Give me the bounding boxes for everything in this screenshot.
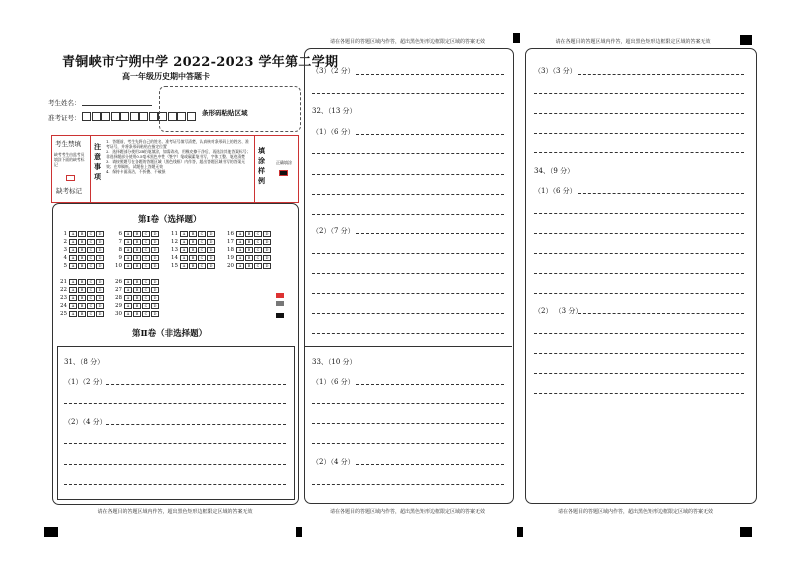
student-name-field[interactable] [82, 105, 152, 106]
choice-option-11-a[interactable]: A [180, 231, 188, 237]
choice-option-19-b[interactable]: B [245, 255, 253, 261]
choice-option-12-b[interactable]: B [189, 239, 197, 245]
choice-option-6-c[interactable]: C [142, 231, 150, 237]
choice-option-16-c[interactable]: C [254, 231, 262, 237]
choice-option-9-c[interactable]: C [142, 255, 150, 261]
choice-option-15-a[interactable]: A [180, 263, 188, 269]
header-notice-col3: 请在各题目的答题区域内作答，超出黑色矩形边框限定区域的答案无效 [555, 39, 711, 45]
choice-option-27-c[interactable]: C [142, 287, 150, 293]
notice-title: 注意事项 [94, 142, 101, 181]
choice-option-16-b[interactable]: B [245, 231, 253, 237]
choice-option-17-a[interactable]: A [236, 239, 244, 245]
choice-number: 20 [227, 263, 234, 269]
choice-row-9 [113, 255, 160, 261]
choice-option-18-d[interactable]: D [263, 247, 271, 253]
instructions-divider-1 [90, 136, 91, 202]
q33-part1: （1）（6 分） [312, 378, 355, 386]
section2-title: 第Ⅱ卷（非选择题） [132, 329, 208, 339]
notice-item-3: 3．请按照题号在各题的答题区域（黑色线框）内作答，超出答题区域书写的答案无效；在草稿纸、试题卷上答题无效 [106, 159, 246, 169]
fill-text: 缺考考生由监考员填涂下面的缺考标记 [54, 152, 85, 167]
choice-number: 3 [63, 247, 67, 253]
example-filled-mark [279, 170, 288, 176]
choice-option-3-d[interactable]: D [96, 247, 104, 253]
choice-option-1-d[interactable]: D [96, 231, 104, 237]
choice-option-3-a[interactable]: A [69, 247, 77, 253]
choice-option-18-b[interactable]: B [245, 247, 253, 253]
choice-row-17 [225, 239, 272, 245]
choice-number: 13 [171, 247, 178, 253]
col3-line-5[interactable] [534, 152, 744, 153]
choice-option-1-c[interactable]: C [87, 231, 95, 237]
color-mark-black [276, 313, 284, 318]
choice-option-22-b[interactable]: B [78, 287, 86, 293]
choice-option-18-a[interactable]: A [236, 247, 244, 253]
col2-line-2[interactable] [312, 93, 504, 94]
choice-row-6 [113, 231, 160, 237]
choice-option-23-a[interactable]: A [69, 295, 77, 301]
choice-option-28-c[interactable]: C [142, 295, 150, 301]
choice-option-19-c[interactable]: C [254, 255, 262, 261]
choice-row-20 [225, 263, 272, 269]
col3-line-13[interactable] [534, 333, 744, 334]
absent-label: 缺考标记 [56, 187, 82, 195]
q30-3-label: （3）（2 分） [312, 67, 355, 75]
choice-option-25-b[interactable]: B [78, 311, 86, 317]
choice-option-30-b[interactable]: B [133, 311, 141, 317]
choice-option-3-c[interactable]: C [87, 247, 95, 253]
choice-option-1-b[interactable]: B [78, 231, 86, 237]
registration-mark-bottom-mid1 [296, 527, 302, 537]
choice-row-8 [113, 247, 160, 253]
choice-option-9-a[interactable]: A [124, 255, 132, 261]
col3-line-6[interactable] [578, 193, 744, 194]
color-mark-grey [276, 301, 284, 306]
choice-option-13-b[interactable]: B [189, 247, 197, 253]
choice-number: 7 [118, 239, 122, 245]
choice-option-7-d[interactable]: D [151, 239, 159, 245]
choice-option-15-c[interactable]: C [198, 263, 206, 269]
choice-option-24-d[interactable]: D [96, 303, 104, 309]
choice-number: 29 [115, 303, 122, 309]
choice-option-29-b[interactable]: B [133, 303, 141, 309]
choice-option-14-c[interactable]: C [198, 255, 206, 261]
col2-line-11[interactable] [312, 293, 504, 294]
choice-row-2 [58, 239, 105, 245]
col2-line-8[interactable] [356, 233, 504, 234]
col2-line-6[interactable] [312, 194, 504, 195]
choice-option-29-d[interactable]: D [151, 303, 159, 309]
choice-option-19-a[interactable]: A [236, 255, 244, 261]
choice-option-21-b[interactable]: B [78, 279, 86, 285]
col3-line-2[interactable] [534, 93, 744, 94]
choice-option-2-a[interactable]: A [69, 239, 77, 245]
footer-notice-col3: 请在各题目的答题区域内作答，超出黑色矩形边框限定区域的答案无效 [557, 509, 713, 515]
choice-number: 10 [115, 263, 122, 269]
choice-option-2-c[interactable]: C [87, 239, 95, 245]
q32-title: 32、（13 分） [312, 107, 357, 115]
choice-option-17-c[interactable]: C [254, 239, 262, 245]
choice-option-26-c[interactable]: C [142, 279, 150, 285]
choice-option-28-a[interactable]: A [124, 295, 132, 301]
registration-mark-bottom-left [44, 527, 58, 537]
q31-part1: （1）（2 分） [64, 378, 107, 386]
choice-row-26 [113, 279, 160, 285]
q34-part1: （1）（6 分） [534, 187, 577, 195]
barcode-area [159, 86, 301, 132]
choice-row-5 [58, 263, 105, 269]
page-subtitle: 高一年级历史期中答题卡 [122, 71, 210, 81]
choice-number: 12 [171, 239, 178, 245]
notice-item-1: 1．答题前，考生先将自己的姓名、准考证号填写清楚，认真核对条形码上的姓名、准考证号，并将条形码粘贴在指定位置 [106, 139, 249, 149]
choice-option-23-c[interactable]: C [87, 295, 95, 301]
q31-answer-line-3[interactable] [106, 424, 286, 425]
choice-option-21-c[interactable]: C [87, 279, 95, 285]
choice-option-13-c[interactable]: C [198, 247, 206, 253]
choice-option-23-b[interactable]: B [78, 295, 86, 301]
col3-line-15[interactable] [534, 373, 744, 374]
choice-option-22-a[interactable]: A [69, 287, 77, 293]
choice-number: 28 [115, 295, 122, 301]
col3-line-14[interactable] [534, 353, 744, 354]
choice-option-14-d[interactable]: D [207, 255, 215, 261]
choice-row-15 [169, 263, 216, 269]
choice-option-6-d[interactable]: D [151, 231, 159, 237]
choice-option-7-b[interactable]: B [133, 239, 141, 245]
q33-title: 33、（10 分） [312, 358, 357, 366]
notice-item-2: 2．选择题部分使用2B铅笔填涂，如需改动，用橡皮擦干净后，再选涂其他答案标号；非选择题部分使用0.5毫米黑色中性（签字）笔或碳素笔书写，字体工整、笔迹清楚 [106, 149, 251, 159]
barcode-label: 条形码粘贴区域 [202, 109, 248, 117]
choice-option-20-a[interactable]: A [236, 263, 244, 269]
choice-row-16 [225, 231, 272, 237]
choice-option-24-a[interactable]: A [69, 303, 77, 309]
choice-number: 14 [171, 255, 178, 261]
choice-option-5-b[interactable]: B [78, 263, 86, 269]
registration-mark-bottom-mid2 [517, 527, 523, 537]
choice-option-17-b[interactable]: B [245, 239, 253, 245]
col2-line-3[interactable] [356, 134, 504, 135]
fill-title: 考生禁填 [55, 140, 81, 148]
choice-option-14-b[interactable]: B [189, 255, 197, 261]
choice-option-25-d[interactable]: D [96, 311, 104, 317]
q31-part2: （2）（4 分） [64, 418, 107, 426]
choice-option-28-b[interactable]: B [133, 295, 141, 301]
choice-option-4-b[interactable]: B [78, 255, 86, 261]
color-mark-red [276, 293, 284, 298]
col3-line-1[interactable] [578, 74, 744, 75]
choice-number: 8 [118, 247, 122, 253]
choice-number: 6 [118, 231, 122, 237]
choice-option-27-d[interactable]: D [151, 287, 159, 293]
choice-option-5-a[interactable]: A [69, 263, 77, 269]
choice-option-7-c[interactable]: C [142, 239, 150, 245]
choice-option-28-d[interactable]: D [151, 295, 159, 301]
col3-line-7[interactable] [534, 213, 744, 214]
q31-answer-line-4[interactable] [64, 443, 286, 444]
choice-number: 1 [63, 231, 67, 237]
choice-option-4-a[interactable]: A [69, 255, 77, 261]
choice-option-14-a[interactable]: A [180, 255, 188, 261]
choice-option-4-c[interactable]: C [87, 255, 95, 261]
choice-option-30-d[interactable]: D [151, 311, 159, 317]
choice-option-17-d[interactable]: D [263, 239, 271, 245]
choice-option-5-d[interactable]: D [96, 263, 104, 269]
choice-row-19 [225, 255, 272, 261]
footer-notice-col2: 请在各题目的答题区域内作答，超出黑色矩形边框限定区域的答案无效 [329, 509, 485, 515]
notice-items [106, 139, 251, 174]
choice-row-30 [113, 311, 160, 317]
col2-line-5[interactable] [312, 174, 504, 175]
choice-option-26-d[interactable]: D [151, 279, 159, 285]
col2-line-18[interactable] [356, 464, 504, 465]
instructions-divider-2 [254, 136, 255, 202]
q34-title: 34、（9 分） [534, 167, 575, 175]
choice-option-20-d[interactable]: D [263, 263, 271, 269]
choice-row-14 [169, 255, 216, 261]
choice-option-25-a[interactable]: A [69, 311, 77, 317]
q32-part2: （2）（7 分） [312, 227, 355, 235]
choice-row-1 [58, 231, 105, 237]
q34-part2: （2） （3 分） [534, 307, 583, 315]
choice-number: 23 [60, 295, 67, 301]
choice-option-15-b[interactable]: B [189, 263, 197, 269]
col2-line-4[interactable] [312, 153, 504, 154]
choice-option-2-d[interactable]: D [96, 239, 104, 245]
section1-title: 第Ⅰ卷（选择题） [138, 215, 202, 225]
col2-line-14[interactable] [356, 384, 504, 385]
choice-row-3 [58, 247, 105, 253]
choice-row-10 [113, 263, 160, 269]
choice-number: 16 [227, 231, 234, 237]
choice-option-10-a[interactable]: A [124, 263, 132, 269]
choice-option-23-d[interactable]: D [96, 295, 104, 301]
choice-number: 4 [63, 255, 67, 261]
choice-row-25 [58, 311, 105, 317]
choice-row-21 [58, 279, 105, 285]
notice-item-4: 4．保持卡面清洁，不折叠、不破损 [106, 169, 166, 174]
choice-option-24-c[interactable]: C [87, 303, 95, 309]
col2-line-17[interactable] [312, 443, 504, 444]
registration-mark-top-right-1 [513, 33, 520, 43]
choice-option-22-d[interactable]: D [96, 287, 104, 293]
choice-option-3-b[interactable]: B [78, 247, 86, 253]
column3-panel [525, 48, 757, 504]
q31-title: 31、（8 分） [64, 358, 105, 366]
choice-option-1-a[interactable]: A [69, 231, 77, 237]
col2-line-9[interactable] [312, 253, 504, 254]
choice-option-8-a[interactable]: A [124, 247, 132, 253]
choice-row-27 [113, 287, 160, 293]
page-title: 青铜峡市宁朔中学 2022-2023 学年第二学期 [62, 55, 339, 70]
choice-option-24-b[interactable]: B [78, 303, 86, 309]
choice-option-16-a[interactable]: A [236, 231, 244, 237]
col2-line-1[interactable] [356, 74, 504, 75]
choice-option-29-a[interactable]: A [124, 303, 132, 309]
choice-row-23 [58, 295, 105, 301]
choice-row-24 [58, 303, 105, 309]
choice-option-2-b[interactable]: B [78, 239, 86, 245]
choice-number: 25 [60, 311, 67, 317]
choice-number: 27 [115, 287, 122, 293]
choice-option-30-a[interactable]: A [124, 311, 132, 317]
choice-row-18 [225, 247, 272, 253]
example-label: 正确填涂 [276, 160, 292, 165]
choice-option-20-c[interactable]: C [254, 263, 262, 269]
choice-option-11-c[interactable]: C [198, 231, 206, 237]
choice-number: 22 [60, 287, 67, 293]
choice-option-27-a[interactable]: A [124, 287, 132, 293]
choice-option-26-a[interactable]: A [124, 279, 132, 285]
col3-line-4[interactable] [534, 133, 744, 134]
choice-option-6-a[interactable]: A [124, 231, 132, 237]
choice-number: 11 [171, 231, 178, 237]
q31-answer-line-5[interactable] [64, 464, 286, 465]
choice-option-12-d[interactable]: D [207, 239, 215, 245]
choice-row-12 [169, 239, 216, 245]
choice-option-11-d[interactable]: D [207, 231, 215, 237]
choice-option-4-d[interactable]: D [96, 255, 104, 261]
col3-line-3[interactable] [534, 113, 744, 114]
choice-row-4 [58, 255, 105, 261]
choice-number: 9 [118, 255, 122, 261]
choice-row-13 [169, 247, 216, 253]
registration-mark-bottom-right [740, 527, 752, 537]
choice-option-27-b[interactable]: B [133, 287, 141, 293]
choice-option-9-d[interactable]: D [151, 255, 159, 261]
choice-option-18-c[interactable]: C [254, 247, 262, 253]
column2-panel [304, 48, 514, 504]
choice-row-22 [58, 287, 105, 293]
col3-line-8[interactable] [534, 233, 744, 234]
q33-part2: （2）（4 分） [312, 458, 355, 466]
q33-3-label: （3）（3 分） [534, 67, 577, 75]
exam-no-label: 准考证号： [48, 114, 81, 122]
col3-line-12[interactable] [578, 313, 744, 314]
col2-line-10[interactable] [312, 273, 504, 274]
choice-row-7 [113, 239, 160, 245]
choice-option-20-b[interactable]: B [245, 263, 253, 269]
header-notice-col2: 请在各题目的答题区域内作答，超出黑色矩形边框限定区域的答案无效 [329, 39, 485, 45]
example-title: 填涂样例 [258, 146, 265, 185]
choice-option-8-d[interactable]: D [151, 247, 159, 253]
student-name-label: 考生姓名： [48, 99, 81, 107]
choice-option-29-c[interactable]: C [142, 303, 150, 309]
choice-row-29 [113, 303, 160, 309]
choice-option-5-c[interactable]: C [87, 263, 95, 269]
choice-option-8-c[interactable]: C [142, 247, 150, 253]
choice-option-11-b[interactable]: B [189, 231, 197, 237]
choice-option-21-a[interactable]: A [69, 279, 77, 285]
col3-line-9[interactable] [534, 253, 744, 254]
choice-option-22-c[interactable]: C [87, 287, 95, 293]
choice-option-12-a[interactable]: A [180, 239, 188, 245]
choice-option-10-c[interactable]: C [142, 263, 150, 269]
footer-notice-col1: 请在各题目的答题区域内作答，超出黑色矩形边框限定区域的答案无效 [97, 509, 253, 515]
choice-number: 24 [60, 303, 67, 309]
col2-line-12[interactable] [312, 313, 504, 314]
col2-line-16[interactable] [312, 423, 504, 424]
col2-line-13[interactable] [312, 333, 504, 334]
col2-line-19[interactable] [312, 484, 504, 485]
choice-option-30-c[interactable]: C [142, 311, 150, 317]
choice-number: 17 [227, 239, 234, 245]
choice-option-12-c[interactable]: C [198, 239, 206, 245]
choice-option-13-a[interactable]: A [180, 247, 188, 253]
choice-option-13-d[interactable]: D [207, 247, 215, 253]
q31-answer-line-1[interactable] [106, 384, 286, 385]
choice-number: 18 [227, 247, 234, 253]
choice-number: 15 [171, 263, 178, 269]
choice-option-10-b[interactable]: B [133, 263, 141, 269]
choice-option-21-d[interactable]: D [96, 279, 104, 285]
choice-row-11 [169, 231, 216, 237]
q33-divider [304, 346, 512, 347]
col3-line-11[interactable] [534, 293, 744, 294]
choice-number: 5 [63, 263, 67, 269]
choice-option-25-c[interactable]: C [87, 311, 95, 317]
choice-option-6-b[interactable]: B [133, 231, 141, 237]
col3-line-16[interactable] [534, 393, 744, 394]
choice-number: 30 [115, 311, 122, 317]
q31-answer-line-2[interactable] [64, 403, 286, 404]
choice-number: 21 [60, 279, 67, 285]
choice-option-9-b[interactable]: B [133, 255, 141, 261]
choice-number: 26 [115, 279, 122, 285]
col2-line-15[interactable] [312, 403, 504, 404]
col3-line-10[interactable] [534, 273, 744, 274]
choice-option-15-d[interactable]: D [207, 263, 215, 269]
choice-number: 19 [227, 255, 234, 261]
choice-option-8-b[interactable]: B [133, 247, 141, 253]
col2-line-7[interactable] [312, 214, 504, 215]
choice-option-7-a[interactable]: A [124, 239, 132, 245]
choice-option-26-b[interactable]: B [133, 279, 141, 285]
q31-answer-line-6[interactable] [64, 484, 286, 485]
instructions-box [51, 135, 299, 203]
choice-option-19-d[interactable]: D [263, 255, 271, 261]
absent-mark-box[interactable] [66, 175, 75, 181]
choice-number: 2 [63, 239, 67, 245]
choice-option-10-d[interactable]: D [151, 263, 159, 269]
registration-mark-top-right-2 [740, 35, 752, 45]
q32-part1: （1）（6 分） [312, 128, 355, 136]
choice-option-16-d[interactable]: D [263, 231, 271, 237]
choice-row-28 [113, 295, 160, 301]
